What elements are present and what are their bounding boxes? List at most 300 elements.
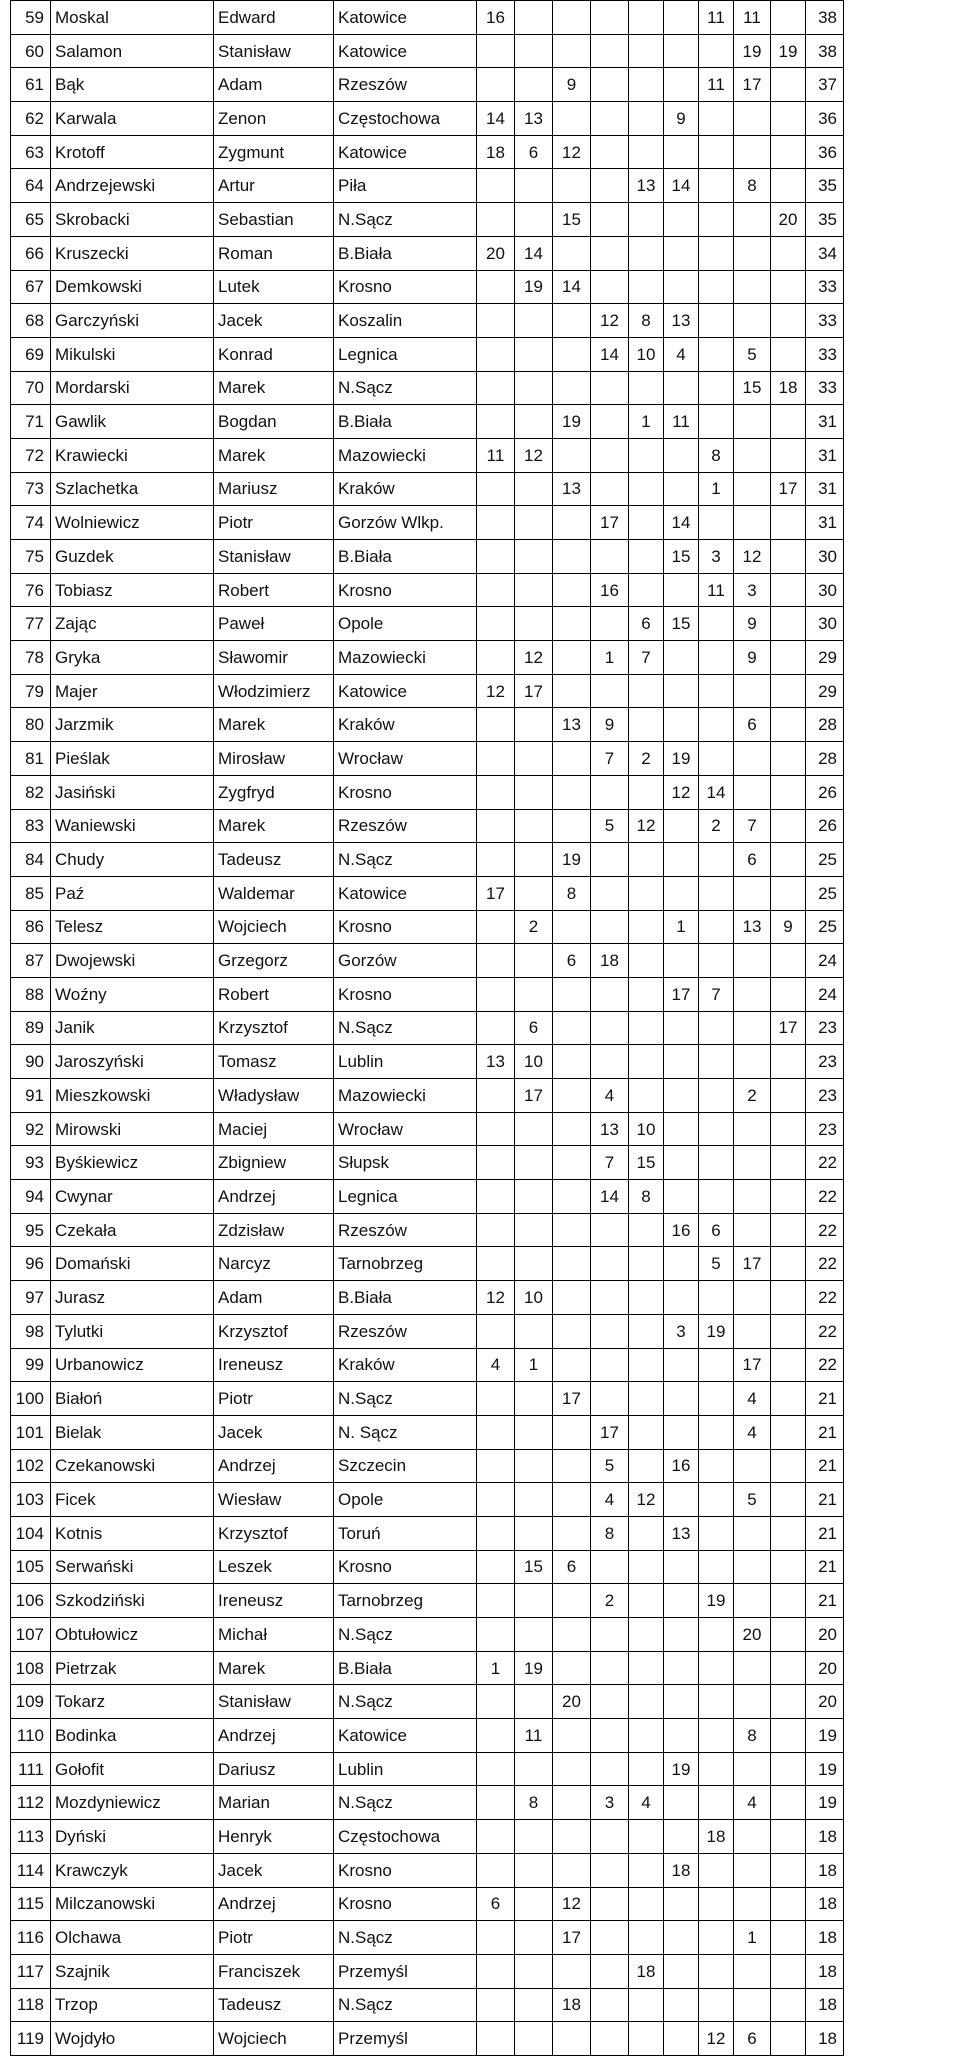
first-name-cell: Andrzej	[214, 1180, 334, 1214]
score-cell: 13	[629, 169, 664, 203]
first-name-cell: Stanisław	[214, 1685, 334, 1719]
table-row	[11, 1314, 844, 1348]
rank-cell: 79	[11, 674, 51, 708]
total-cell: 30	[806, 540, 844, 574]
surname-cell: Paź	[51, 876, 214, 910]
score-cell: 4	[477, 1348, 515, 1382]
first-name-cell: Piotr	[214, 1382, 334, 1416]
score-cell	[771, 1988, 806, 2022]
score-cell	[771, 641, 806, 675]
score-cell	[477, 1853, 515, 1887]
score-cell: 12	[734, 540, 771, 574]
score-cell	[629, 1449, 664, 1483]
table-row	[11, 1921, 844, 1955]
score-cell: 18	[553, 1988, 591, 2022]
score-cell	[515, 304, 553, 338]
score-cell	[771, 1752, 806, 1786]
first-name-cell: Krzysztof	[214, 1314, 334, 1348]
score-cell	[734, 1584, 771, 1618]
first-name-cell: Bogdan	[214, 405, 334, 439]
first-name-cell: Zbigniew	[214, 1146, 334, 1180]
rank-cell: 115	[11, 1887, 51, 1921]
rank-cell: 66	[11, 236, 51, 270]
score-cell	[629, 1719, 664, 1753]
club-city-cell: Wrocław	[334, 742, 477, 776]
rank-cell: 82	[11, 775, 51, 809]
score-cell: 13	[664, 1516, 699, 1550]
score-cell	[553, 1449, 591, 1483]
surname-cell: Bielak	[51, 1415, 214, 1449]
score-cell	[771, 1719, 806, 1753]
score-cell: 20	[477, 236, 515, 270]
rank-cell: 85	[11, 876, 51, 910]
score-cell: 11	[515, 1719, 553, 1753]
score-cell	[771, 304, 806, 338]
club-city-cell: Lublin	[334, 1045, 477, 1079]
score-cell	[553, 910, 591, 944]
score-cell	[477, 1415, 515, 1449]
score-cell: 2	[515, 910, 553, 944]
score-cell	[734, 1314, 771, 1348]
score-cell	[664, 2022, 699, 2056]
score-cell	[477, 1550, 515, 1584]
score-cell	[477, 775, 515, 809]
score-cell: 2	[629, 742, 664, 776]
club-city-cell: Rzeszów	[334, 1213, 477, 1247]
score-cell	[515, 1112, 553, 1146]
total-cell: 21	[806, 1415, 844, 1449]
score-cell	[477, 1213, 515, 1247]
score-cell	[734, 1281, 771, 1315]
score-cell	[629, 1011, 664, 1045]
score-cell	[515, 708, 553, 742]
score-cell	[629, 1045, 664, 1079]
total-cell: 18	[806, 1954, 844, 1988]
surname-cell: Obtułowicz	[51, 1618, 214, 1652]
score-cell	[664, 1954, 699, 1988]
score-cell	[591, 607, 629, 641]
score-cell	[553, 34, 591, 68]
score-cell: 8	[515, 1786, 553, 1820]
first-name-cell: Andrzej	[214, 1887, 334, 1921]
score-cell	[591, 1618, 629, 1652]
score-cell	[591, 169, 629, 203]
surname-cell: Bodinka	[51, 1719, 214, 1753]
club-city-cell: N.Sącz	[334, 1685, 477, 1719]
table-row	[11, 1752, 844, 1786]
rank-cell: 80	[11, 708, 51, 742]
first-name-cell: Andrzej	[214, 1719, 334, 1753]
rank-cell: 110	[11, 1719, 51, 1753]
score-cell	[629, 775, 664, 809]
table-row	[11, 1213, 844, 1247]
rank-cell: 109	[11, 1685, 51, 1719]
first-name-cell: Zenon	[214, 102, 334, 136]
score-cell	[477, 1146, 515, 1180]
first-name-cell: Stanisław	[214, 540, 334, 574]
score-cell	[664, 1887, 699, 1921]
club-city-cell: Kraków	[334, 472, 477, 506]
club-city-cell: Piła	[334, 169, 477, 203]
score-cell	[477, 573, 515, 607]
first-name-cell: Marian	[214, 1786, 334, 1820]
club-city-cell: Gorzów	[334, 944, 477, 978]
score-cell: 12	[591, 304, 629, 338]
score-cell: 15	[664, 607, 699, 641]
score-cell	[771, 438, 806, 472]
rank-cell: 84	[11, 843, 51, 877]
total-cell: 34	[806, 236, 844, 270]
score-cell: 4	[629, 1786, 664, 1820]
table-row	[11, 337, 844, 371]
surname-cell: Moskal	[51, 1, 214, 35]
score-cell: 15	[515, 1550, 553, 1584]
score-cell	[515, 775, 553, 809]
surname-cell: Woźny	[51, 977, 214, 1011]
table-row	[11, 1988, 844, 2022]
score-cell: 7	[699, 977, 734, 1011]
score-cell	[664, 1550, 699, 1584]
score-cell	[771, 1045, 806, 1079]
first-name-cell: Jacek	[214, 1853, 334, 1887]
table-row	[11, 1382, 844, 1416]
table-row	[11, 1887, 844, 1921]
club-city-cell: Kraków	[334, 708, 477, 742]
score-cell	[591, 1685, 629, 1719]
score-cell	[629, 102, 664, 136]
score-cell	[553, 1516, 591, 1550]
score-cell	[734, 1820, 771, 1854]
first-name-cell: Marek	[214, 1651, 334, 1685]
total-cell: 22	[806, 1348, 844, 1382]
score-cell	[629, 1382, 664, 1416]
score-cell	[664, 472, 699, 506]
score-cell	[515, 1954, 553, 1988]
score-cell	[699, 708, 734, 742]
score-cell: 9	[664, 102, 699, 136]
score-cell	[629, 236, 664, 270]
surname-cell: Gawlik	[51, 405, 214, 439]
first-name-cell: Maciej	[214, 1112, 334, 1146]
score-cell	[553, 1786, 591, 1820]
table-row	[11, 405, 844, 439]
score-cell	[771, 1516, 806, 1550]
surname-cell: Mieszkowski	[51, 1079, 214, 1113]
score-cell	[664, 1483, 699, 1517]
rank-cell: 70	[11, 371, 51, 405]
total-cell: 23	[806, 1079, 844, 1113]
surname-cell: Domański	[51, 1247, 214, 1281]
surname-cell: Majer	[51, 674, 214, 708]
score-cell	[771, 708, 806, 742]
score-cell: 14	[699, 775, 734, 809]
score-cell	[477, 1584, 515, 1618]
score-cell	[591, 1719, 629, 1753]
total-cell: 21	[806, 1550, 844, 1584]
score-cell: 1	[515, 1348, 553, 1382]
score-cell	[664, 1045, 699, 1079]
club-city-cell: Lublin	[334, 1752, 477, 1786]
total-cell: 18	[806, 1921, 844, 1955]
score-cell	[591, 1651, 629, 1685]
club-city-cell: Katowice	[334, 34, 477, 68]
score-cell: 4	[734, 1786, 771, 1820]
total-cell: 22	[806, 1281, 844, 1315]
score-cell	[629, 203, 664, 237]
score-cell	[515, 1752, 553, 1786]
score-cell	[699, 135, 734, 169]
table-row	[11, 34, 844, 68]
score-cell	[515, 1685, 553, 1719]
total-cell: 26	[806, 809, 844, 843]
score-cell: 19	[515, 1651, 553, 1685]
total-cell: 38	[806, 1, 844, 35]
total-cell: 20	[806, 1618, 844, 1652]
first-name-cell: Krzysztof	[214, 1516, 334, 1550]
rank-cell: 100	[11, 1382, 51, 1416]
club-city-cell: B.Biała	[334, 236, 477, 270]
club-city-cell: Kraków	[334, 1348, 477, 1382]
total-cell: 33	[806, 304, 844, 338]
score-cell	[515, 876, 553, 910]
score-cell	[553, 1281, 591, 1315]
score-cell	[515, 1382, 553, 1416]
score-cell	[699, 843, 734, 877]
score-cell: 19	[699, 1584, 734, 1618]
score-cell	[629, 876, 664, 910]
score-cell	[734, 1516, 771, 1550]
total-cell: 21	[806, 1483, 844, 1517]
first-name-cell: Marek	[214, 708, 334, 742]
rank-cell: 72	[11, 438, 51, 472]
score-cell: 8	[734, 1719, 771, 1753]
score-cell	[699, 1180, 734, 1214]
first-name-cell: Marek	[214, 371, 334, 405]
surname-cell: Wolniewicz	[51, 506, 214, 540]
score-cell	[515, 1, 553, 35]
score-cell: 13	[734, 910, 771, 944]
score-cell: 4	[591, 1079, 629, 1113]
score-cell	[664, 135, 699, 169]
score-cell	[477, 1988, 515, 2022]
score-cell	[771, 1483, 806, 1517]
club-city-cell: Opole	[334, 1483, 477, 1517]
score-cell	[734, 304, 771, 338]
score-cell	[664, 1618, 699, 1652]
club-city-cell: Wrocław	[334, 1112, 477, 1146]
score-cell: 9	[553, 68, 591, 102]
first-name-cell: Wojciech	[214, 910, 334, 944]
score-cell	[553, 1719, 591, 1753]
score-cell	[591, 68, 629, 102]
score-cell	[699, 102, 734, 136]
score-cell: 17	[477, 876, 515, 910]
total-cell: 30	[806, 607, 844, 641]
score-cell	[734, 1011, 771, 1045]
rank-cell: 111	[11, 1752, 51, 1786]
score-cell: 17	[553, 1382, 591, 1416]
surname-cell: Karwala	[51, 102, 214, 136]
score-cell: 8	[734, 169, 771, 203]
score-cell	[553, 1011, 591, 1045]
first-name-cell: Waldemar	[214, 876, 334, 910]
score-cell	[591, 977, 629, 1011]
surname-cell: Pieślak	[51, 742, 214, 776]
score-cell: 17	[515, 1079, 553, 1113]
score-cell	[629, 1651, 664, 1685]
score-cell	[553, 1651, 591, 1685]
score-cell: 17	[771, 1011, 806, 1045]
rank-cell: 104	[11, 1516, 51, 1550]
score-cell	[515, 1618, 553, 1652]
score-cell	[477, 1685, 515, 1719]
score-cell	[591, 1382, 629, 1416]
table-row	[11, 1483, 844, 1517]
score-cell	[591, 1921, 629, 1955]
total-cell: 19	[806, 1719, 844, 1753]
surname-cell: Mordarski	[51, 371, 214, 405]
club-city-cell: N.Sącz	[334, 1618, 477, 1652]
club-city-cell: Toruń	[334, 1516, 477, 1550]
score-cell	[734, 1988, 771, 2022]
score-cell	[477, 1719, 515, 1753]
total-cell: 38	[806, 34, 844, 68]
score-cell	[591, 1853, 629, 1887]
score-cell	[477, 405, 515, 439]
score-cell	[591, 1988, 629, 2022]
score-cell: 15	[664, 540, 699, 574]
score-cell	[591, 910, 629, 944]
total-cell: 31	[806, 472, 844, 506]
rank-cell: 61	[11, 68, 51, 102]
score-cell	[629, 68, 664, 102]
table-row	[11, 1853, 844, 1887]
score-cell: 19	[664, 742, 699, 776]
score-cell: 14	[553, 270, 591, 304]
club-city-cell: B.Biała	[334, 1281, 477, 1315]
first-name-cell: Konrad	[214, 337, 334, 371]
rank-cell: 92	[11, 1112, 51, 1146]
first-name-cell: Leszek	[214, 1550, 334, 1584]
surname-cell: Jurasz	[51, 1281, 214, 1315]
score-cell	[734, 977, 771, 1011]
score-cell	[664, 236, 699, 270]
rank-cell: 98	[11, 1314, 51, 1348]
score-cell	[515, 1921, 553, 1955]
score-cell: 6	[515, 1011, 553, 1045]
score-cell	[477, 371, 515, 405]
score-cell	[734, 674, 771, 708]
club-city-cell: Opole	[334, 607, 477, 641]
surname-cell: Telesz	[51, 910, 214, 944]
score-cell	[515, 405, 553, 439]
score-cell	[664, 1719, 699, 1753]
score-cell: 18	[629, 1954, 664, 1988]
score-cell: 6	[734, 2022, 771, 2056]
score-cell	[477, 2022, 515, 2056]
score-cell: 11	[734, 1, 771, 35]
score-cell	[553, 1079, 591, 1113]
rank-cell: 64	[11, 169, 51, 203]
total-cell: 31	[806, 506, 844, 540]
score-cell: 14	[515, 236, 553, 270]
total-cell: 31	[806, 405, 844, 439]
score-cell	[553, 1213, 591, 1247]
score-cell	[699, 1112, 734, 1146]
score-cell	[664, 1281, 699, 1315]
score-cell	[699, 607, 734, 641]
total-cell: 22	[806, 1247, 844, 1281]
table-row	[11, 270, 844, 304]
total-cell: 21	[806, 1449, 844, 1483]
score-cell	[771, 944, 806, 978]
score-cell	[629, 2022, 664, 2056]
club-city-cell: N. Sącz	[334, 1415, 477, 1449]
table-row	[11, 506, 844, 540]
score-cell	[629, 944, 664, 978]
rank-cell: 97	[11, 1281, 51, 1315]
total-cell: 24	[806, 944, 844, 978]
score-cell	[553, 506, 591, 540]
rank-cell: 116	[11, 1921, 51, 1955]
first-name-cell: Mirosław	[214, 742, 334, 776]
surname-cell: Dyński	[51, 1820, 214, 1854]
surname-cell: Guzdek	[51, 540, 214, 574]
surname-cell: Szkodziński	[51, 1584, 214, 1618]
score-cell: 16	[664, 1449, 699, 1483]
first-name-cell: Krzysztof	[214, 1011, 334, 1045]
score-cell	[699, 236, 734, 270]
score-cell	[515, 1584, 553, 1618]
score-cell: 17	[734, 68, 771, 102]
score-cell	[771, 1887, 806, 1921]
total-cell: 33	[806, 337, 844, 371]
score-cell: 18	[699, 1820, 734, 1854]
score-cell	[629, 1, 664, 35]
rank-cell: 76	[11, 573, 51, 607]
rank-cell: 63	[11, 135, 51, 169]
total-cell: 24	[806, 977, 844, 1011]
table-row	[11, 236, 844, 270]
score-cell	[629, 1516, 664, 1550]
table-row	[11, 1011, 844, 1045]
score-cell: 1	[699, 472, 734, 506]
score-cell: 2	[699, 809, 734, 843]
score-cell	[664, 1415, 699, 1449]
score-cell	[734, 1550, 771, 1584]
total-cell: 33	[806, 371, 844, 405]
score-cell	[734, 1685, 771, 1719]
score-cell: 18	[664, 1853, 699, 1887]
score-cell	[734, 405, 771, 439]
table-row	[11, 674, 844, 708]
score-cell	[591, 438, 629, 472]
score-cell	[477, 203, 515, 237]
table-row	[11, 1516, 844, 1550]
score-cell: 5	[591, 1449, 629, 1483]
total-cell: 23	[806, 1045, 844, 1079]
score-cell	[553, 1112, 591, 1146]
score-cell	[699, 944, 734, 978]
score-cell	[664, 1079, 699, 1113]
score-cell	[734, 438, 771, 472]
score-cell: 16	[591, 573, 629, 607]
table-row	[11, 775, 844, 809]
score-cell	[699, 34, 734, 68]
club-city-cell: Krosno	[334, 910, 477, 944]
score-cell	[699, 1550, 734, 1584]
surname-cell: Demkowski	[51, 270, 214, 304]
